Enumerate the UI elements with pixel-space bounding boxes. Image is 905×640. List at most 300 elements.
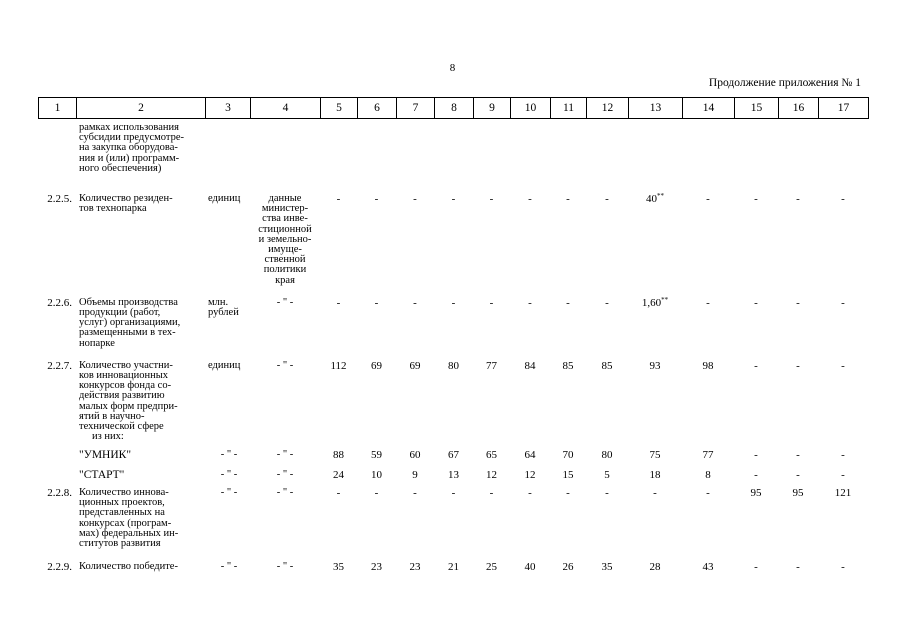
indicator-name-line: из них: — [92, 431, 124, 443]
value-text: 69 — [371, 359, 382, 372]
value-text: - — [605, 296, 609, 309]
value-cell — [434, 488, 473, 562]
value-cell — [586, 361, 628, 432]
data-source — [250, 123, 320, 194]
value-text: - — [754, 193, 758, 206]
value-cell — [320, 123, 357, 194]
value-cell — [818, 432, 868, 450]
indicator-name-line: тов технопарка — [79, 203, 147, 215]
data-source-line: - " - — [276, 561, 294, 573]
value-text: - — [413, 193, 417, 206]
table-row — [38, 123, 868, 194]
value-cell — [473, 194, 510, 298]
value-cell — [628, 123, 682, 194]
value-cell — [818, 450, 868, 469]
value-text: 26 — [562, 561, 574, 574]
value-text: - — [528, 193, 532, 206]
unit-of-measure — [205, 194, 250, 298]
data-source — [250, 298, 320, 361]
value-text: - — [796, 449, 800, 462]
value-text: - — [605, 486, 609, 499]
row-number: 2.2.8. — [47, 486, 72, 499]
row-number — [38, 470, 76, 488]
indicator-name-line: конкурсов фонда со- — [79, 380, 172, 392]
value-text: 77 — [702, 449, 714, 462]
unit-of-measure — [205, 470, 250, 488]
data-source-line: министер- — [261, 203, 309, 215]
header-cell-5: 5 — [321, 98, 358, 119]
value-text: 98 — [702, 359, 714, 372]
value-cell — [734, 123, 778, 194]
unit-of-measure — [205, 450, 250, 469]
value-cell — [396, 562, 434, 572]
indicator-name-line: ятий в научно- — [79, 410, 145, 422]
data-source — [250, 470, 320, 488]
data-source-line: стиционной — [258, 223, 312, 235]
value-cell — [628, 470, 682, 488]
value-cell — [434, 432, 473, 450]
row-number — [38, 123, 76, 194]
header-cell-8: 8 — [435, 98, 474, 119]
value-cell — [357, 123, 396, 194]
indicator-name — [76, 432, 205, 450]
data-source-line: - " - — [276, 449, 294, 461]
table-row — [38, 562, 868, 572]
value-cell — [510, 298, 550, 361]
value-cell — [734, 488, 778, 562]
value-cell — [818, 470, 868, 488]
value-cell — [682, 450, 734, 469]
value-cell — [778, 432, 818, 450]
value-cell — [628, 488, 682, 562]
value-text: - — [841, 359, 845, 372]
row-number: 2.2.6. — [47, 296, 72, 309]
indicator-name-line: размещенными в тех- — [79, 327, 176, 339]
indicator-name-line: "СТАРТ" — [79, 468, 125, 481]
value-text: - — [528, 296, 532, 309]
value-cell — [734, 450, 778, 469]
unit-of-measure-line: рублей — [208, 307, 239, 319]
unit-of-measure — [205, 123, 250, 194]
value-text: - — [451, 296, 456, 309]
indicator-name-line: действия развитию — [79, 390, 165, 402]
value-text: 77 — [486, 359, 497, 372]
indicator-name — [76, 298, 205, 361]
value-cell — [510, 361, 550, 432]
value-cell — [434, 361, 473, 432]
value-cell — [550, 194, 586, 298]
value-cell — [396, 432, 434, 450]
header-cell-3: 3 — [206, 98, 251, 119]
value-text: 95 — [750, 486, 762, 499]
value-cell — [682, 432, 734, 450]
table-row — [38, 298, 868, 361]
value-cell — [818, 361, 868, 432]
value-text: 28 — [649, 561, 661, 574]
indicator-name-line: Количество иннова- — [79, 486, 169, 498]
unit-of-measure-line: - " - — [220, 449, 238, 461]
header-cell-15: 15 — [735, 98, 779, 119]
data-source-line: данные — [268, 193, 302, 205]
value-text: 69 — [409, 359, 421, 372]
value-cell — [510, 450, 550, 469]
value-cell — [818, 488, 868, 562]
header-cell-1: 1 — [39, 98, 77, 119]
value-text: 18 — [649, 468, 661, 481]
indicator-name-line: рамках использования — [79, 122, 179, 133]
value-text: 13 — [448, 468, 459, 481]
table-row — [38, 194, 868, 298]
value-text: 15 — [562, 468, 574, 481]
value-text: - — [706, 486, 710, 499]
value-text: 85 — [562, 359, 574, 372]
value-cell — [320, 194, 357, 298]
value-text: - — [451, 486, 456, 499]
value-text: - — [566, 296, 570, 309]
value-cell — [320, 562, 357, 572]
indicator-name-line: ков инновационных — [79, 370, 169, 382]
data-source-line: ственной — [264, 254, 306, 266]
unit-of-measure-line: - " - — [220, 468, 238, 480]
value-cell — [682, 298, 734, 361]
value-cell — [357, 298, 396, 361]
value-text: 112 — [330, 359, 347, 372]
value-cell — [550, 432, 586, 450]
value-text: 25 — [486, 561, 497, 574]
value-text: 8 — [705, 468, 711, 481]
header-cell-10: 10 — [511, 98, 551, 119]
value-cell — [357, 194, 396, 298]
value-text: 35 — [333, 561, 344, 574]
value-cell — [473, 470, 510, 488]
header-row — [39, 98, 869, 119]
value-cell — [320, 298, 357, 361]
data-source-line: ства инве- — [262, 213, 308, 225]
value-text: 21 — [448, 561, 459, 574]
data-source — [250, 361, 320, 432]
value-cell — [473, 450, 510, 469]
value-cell — [734, 470, 778, 488]
value-text: - — [754, 468, 758, 481]
table-row — [38, 470, 868, 488]
value-cell — [586, 562, 628, 572]
row-number — [38, 450, 76, 469]
value-cell — [734, 194, 778, 298]
value-text: 85 — [601, 359, 613, 372]
value-text: 84 — [524, 359, 536, 372]
data-source-line: - " - — [276, 486, 294, 498]
value-cell — [320, 470, 357, 488]
value-text: 10 — [371, 468, 382, 481]
value-cell — [510, 432, 550, 450]
value-text: - — [796, 359, 800, 372]
value-cell — [396, 470, 434, 488]
value-cell — [682, 194, 734, 298]
value-cell — [320, 488, 357, 562]
value-text: - — [754, 561, 758, 574]
indicator-name — [76, 123, 205, 194]
indicator-name-line: представленных на — [79, 507, 165, 519]
unit-of-measure-line: - " - — [220, 561, 238, 573]
value-text: - — [489, 296, 494, 309]
value-text: 43 — [702, 561, 714, 574]
value-cell — [434, 470, 473, 488]
value-cell — [550, 562, 586, 572]
header-cell-14: 14 — [683, 98, 735, 119]
value-cell — [357, 361, 396, 432]
value-text: - — [754, 359, 758, 372]
value-cell — [510, 194, 550, 298]
value-text: 70 — [562, 449, 574, 462]
value-text: - — [336, 296, 341, 309]
data-source-line: - " - — [276, 468, 294, 480]
value-cell — [778, 361, 818, 432]
value-cell — [357, 470, 396, 488]
value-text: - — [336, 193, 341, 206]
value-text: 23 — [371, 561, 382, 574]
row-number: 2.2.9. — [47, 561, 72, 574]
data-source — [250, 450, 320, 469]
value-text: - — [566, 193, 570, 206]
indicator-name — [76, 488, 205, 562]
value-text: 12 — [486, 468, 497, 481]
value-text: 88 — [333, 449, 344, 462]
value-cell — [586, 432, 628, 450]
value-text: 67 — [448, 449, 459, 462]
unit-of-measure-line: - " - — [220, 486, 238, 498]
value-cell — [682, 361, 734, 432]
value-cell — [510, 123, 550, 194]
value-cell — [628, 194, 682, 298]
value-text: - — [796, 193, 800, 206]
value-cell — [320, 450, 357, 469]
value-cell — [473, 361, 510, 432]
data-source-line: имуще- — [268, 244, 302, 256]
value-cell — [396, 194, 434, 298]
indicator-name-line: "УМНИК" — [79, 449, 132, 462]
value-cell — [818, 562, 868, 572]
data-source-line: и земельно- — [258, 233, 312, 245]
indicator-name-line: Количество резиден- — [79, 193, 173, 205]
value-cell — [778, 123, 818, 194]
indicator-name-line: конкурсах (програм- — [79, 517, 172, 529]
unit-of-measure-line: единиц — [208, 193, 241, 205]
value-cell — [778, 470, 818, 488]
page-number: 8 — [449, 62, 456, 74]
value-cell — [628, 295, 682, 361]
value-text: 23 — [409, 561, 421, 574]
value-text: 24 — [333, 468, 344, 481]
value-cell — [473, 432, 510, 450]
value-cell — [396, 298, 434, 361]
value-cell — [778, 562, 818, 572]
value-cell — [510, 488, 550, 562]
value-text: 80 — [601, 449, 613, 462]
header-cell-13: 13 — [629, 98, 683, 119]
value-cell — [550, 361, 586, 432]
header-cell-12: 12 — [587, 98, 629, 119]
value-text: - — [796, 296, 800, 309]
value-text: - — [336, 486, 341, 499]
value-text: - — [374, 296, 379, 309]
value-cell — [628, 450, 682, 469]
indicator-name-line: на закупка оборудова- — [79, 142, 178, 154]
value-cell — [818, 298, 868, 361]
value-text: 9 — [412, 468, 418, 481]
value-text: - — [489, 193, 494, 206]
value-text: 93 — [649, 359, 661, 372]
value-cell — [734, 562, 778, 572]
value-cell — [473, 123, 510, 194]
value-cell — [628, 432, 682, 450]
value-cell — [778, 194, 818, 298]
value-text: - — [489, 486, 494, 499]
data-source-line: края — [275, 274, 295, 286]
indicator-name — [76, 361, 205, 432]
value-cell — [734, 361, 778, 432]
value-cell — [778, 450, 818, 469]
data-table — [38, 123, 868, 572]
value-text: - — [374, 193, 379, 206]
value-cell — [550, 123, 586, 194]
indicator-name-line: Объемы производства — [79, 296, 178, 308]
value-text: 75 — [649, 449, 661, 462]
indicator-name — [76, 562, 205, 572]
indicator-name-line: ного обеспечения) — [79, 162, 162, 174]
value-text: 95 — [792, 486, 804, 499]
indicator-name-line: ния и (или) программ- — [79, 152, 180, 164]
unit-of-measure-line: млн. — [208, 296, 229, 308]
header-cell-16: 16 — [779, 98, 819, 119]
header-cell-17: 17 — [819, 98, 869, 119]
value-text: 59 — [371, 449, 382, 462]
value-text: - — [413, 486, 417, 499]
value-cell — [550, 450, 586, 469]
value-cell — [510, 470, 550, 488]
value-cell — [586, 488, 628, 562]
data-source-line: - " - — [276, 359, 294, 371]
row-number — [38, 432, 76, 450]
indicator-name-line: ститутов развития — [79, 537, 161, 549]
data-source — [250, 488, 320, 562]
value-cell — [550, 298, 586, 361]
row-number: 2.2.7. — [47, 359, 72, 372]
indicator-name-line: ционных проектов, — [79, 497, 165, 509]
table-row — [38, 450, 868, 469]
value-text: - — [796, 561, 800, 574]
table-row — [38, 488, 868, 562]
value-cell — [682, 470, 734, 488]
value-cell — [320, 432, 357, 450]
value-cell — [550, 470, 586, 488]
value-text: - — [706, 296, 710, 309]
indicator-name-line: Количество победите- — [79, 561, 178, 573]
row-number: 2.2.5. — [47, 193, 72, 206]
table-row — [38, 361, 868, 432]
value-text: - — [566, 486, 570, 499]
value-text: - — [451, 193, 456, 206]
value-cell — [510, 562, 550, 572]
value-cell — [628, 361, 682, 432]
value-cell — [434, 298, 473, 361]
data-source-line: политики — [263, 264, 307, 276]
value-cell — [586, 450, 628, 469]
indicator-name — [76, 194, 205, 298]
value-text: - — [413, 296, 417, 309]
footnote-marker: ** — [657, 192, 664, 201]
value-text: 35 — [601, 561, 613, 574]
value-cell — [473, 488, 510, 562]
header-cell-11: 11 — [551, 98, 587, 119]
value-cell — [357, 432, 396, 450]
value-text: - — [528, 486, 532, 499]
value-text: - — [796, 468, 800, 481]
value-text: - — [841, 561, 845, 574]
indicator-name — [76, 470, 205, 488]
data-source-line: - " - — [276, 296, 294, 308]
indicator-name-line: мах) федеральных ин- — [79, 527, 179, 539]
header-cell-7: 7 — [397, 98, 435, 119]
indicator-name-line: малых форм предпри- — [79, 400, 178, 412]
column-header-table — [38, 97, 869, 119]
header-cell-9: 9 — [474, 98, 511, 119]
value-text: - — [841, 296, 845, 309]
value-cell — [778, 298, 818, 361]
value-cell — [586, 123, 628, 194]
indicator-name-line: субсидии предусмотре- — [79, 132, 184, 144]
value-cell — [396, 450, 434, 469]
value-cell — [357, 562, 396, 572]
data-source — [250, 432, 320, 450]
indicator-name-line: услуг) организациями, — [79, 317, 181, 329]
value-cell — [734, 432, 778, 450]
continuation-label: Продолжение приложения № 1 — [708, 77, 861, 89]
table-row — [38, 432, 868, 450]
unit-of-measure — [205, 298, 250, 361]
value-text: - — [653, 486, 657, 499]
value-cell — [586, 470, 628, 488]
value-cell — [357, 450, 396, 469]
footnote-marker: ** — [661, 295, 669, 304]
value-cell — [357, 488, 396, 562]
indicator-name-line: технической сфере — [79, 421, 164, 433]
unit-of-measure — [205, 432, 250, 450]
header-cell-2: 2 — [77, 98, 206, 119]
indicator-name-line: Количество участни- — [79, 359, 173, 371]
value-text: 80 — [448, 359, 459, 372]
value-text: - — [841, 449, 845, 462]
value-cell — [473, 298, 510, 361]
value-text: 60 — [409, 449, 421, 462]
value-cell — [434, 562, 473, 572]
value-cell — [586, 298, 628, 361]
value-text: 40 — [646, 193, 657, 206]
value-cell — [396, 488, 434, 562]
value-text: 1,60 — [641, 296, 662, 309]
unit-of-measure-line: единиц — [208, 359, 241, 371]
value-cell — [778, 488, 818, 562]
value-cell — [682, 123, 734, 194]
indicator-name-line: продукции (работ, — [79, 307, 161, 319]
value-cell — [628, 562, 682, 572]
value-text: 121 — [834, 486, 852, 499]
value-cell — [682, 488, 734, 562]
unit-of-measure — [205, 562, 250, 572]
unit-of-measure — [205, 488, 250, 562]
value-text: - — [754, 449, 758, 462]
value-text: - — [605, 193, 609, 206]
value-text: 65 — [486, 449, 497, 462]
